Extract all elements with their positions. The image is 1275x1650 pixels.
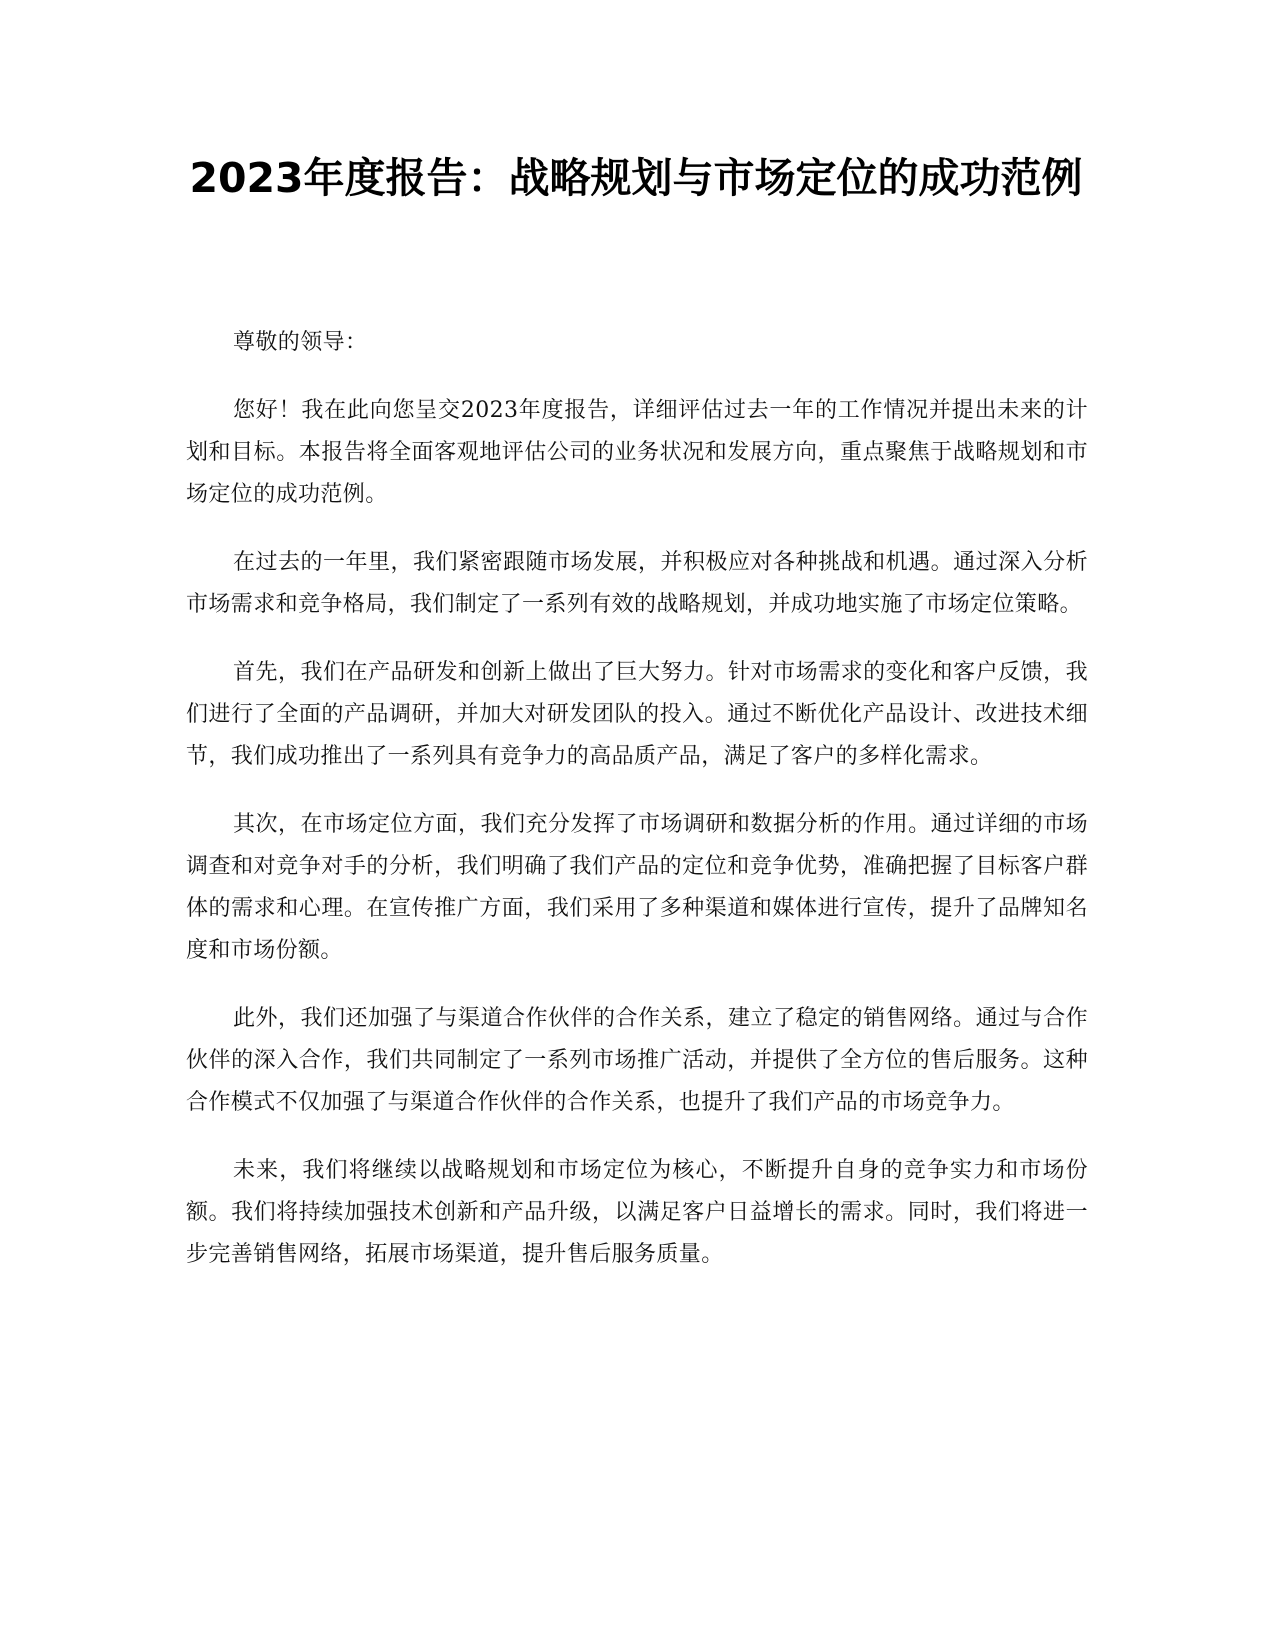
paragraph-past-year: 在过去的一年里，我们紧密跟随市场发展，并积极应对各种挑战和机遇。通过深入分析市场需求和竞争格局，我们制定了一系列有效的战略规划，并成功地实施了市场定位策略。 — [186, 550, 1088, 617]
salutation: 尊敬的领导： — [233, 330, 368, 355]
document-title: 2023年度报告：战略规划与市场定位的成功范例 — [189, 154, 1083, 202]
paragraph-product-innovation: 首先，我们在产品研发和创新上做出了巨大努力。针对市场需求的变化和客户反馈，我们进行了全面的产品调研，并加大对研发团队的投入。通过不断优化产品设计、改进技术细节，我们成功推出了一系列具有竞争力的高品质产品，满足了客户的多样化需求。 — [186, 660, 1088, 769]
paragraph-greeting: 您好！我在此向您呈交2023年度报告，详细评估过去一年的工作情况并提出未来的计划和目标。本报告将全面客观地评估公司的业务状况和发展方向，重点聚焦于战略规划和市场定位的成功范例。 — [186, 398, 1088, 507]
document-body — [186, 322, 1088, 1302]
paragraph-market-positioning: 其次，在市场定位方面，我们充分发挥了市场调研和数据分析的作用。通过详细的市场调查和对竞争对手的分析，我们明确了我们产品的定位和竞争优势，准确把握了目标客户群体的需求和心理。在宣传推广方面，我们采用了多种渠道和媒体进行宣传，提升了品牌知名度和市场份额。 — [186, 812, 1088, 963]
paragraph-future-plans: 未来，我们将继续以战略规划和市场定位为核心，不断提升自身的竞争实力和市场份额。我们将持续加强技术创新和产品升级，以满足客户日益增长的需求。同时，我们将进一步完善销售网络，拓展市场渠道，提升售后服务质量。 — [186, 1158, 1088, 1267]
paragraph-channel-partners: 此外，我们还加强了与渠道合作伙伴的合作关系，建立了稳定的销售网络。通过与合作伙伴的深入合作，我们共同制定了一系列市场推广活动，并提供了全方位的售后服务。这种合作模式不仅加强了与渠道合作伙伴的合作关系，也提升了我们产品的市场竞争力。 — [186, 1006, 1088, 1115]
